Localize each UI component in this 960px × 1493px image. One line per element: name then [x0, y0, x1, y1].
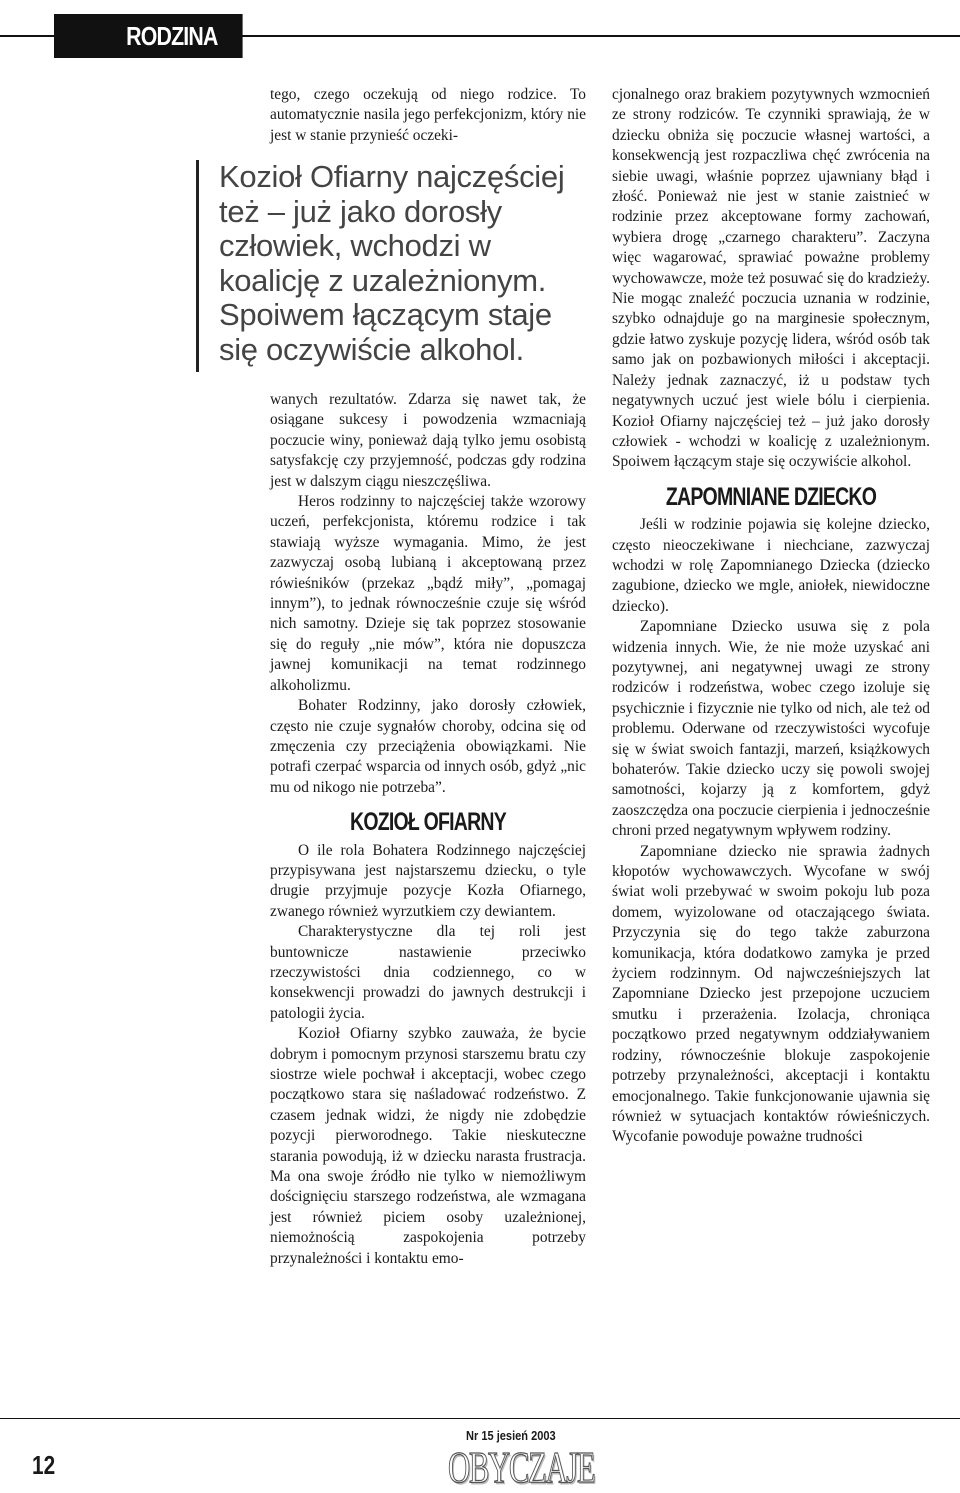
footer-rule: [0, 1418, 960, 1419]
paragraph: wanych rezultatów. Zdarza się nawet tak, że osiągane sukcesy i powodzenia wzmacniają poczucie winy, ponieważ dają tylko jemu osobistą satysfakcję czy przyjemność, podczas gdy rodzina jest w dalszym ciągu nieszczęśliwa.: [270, 391, 586, 490]
paragraph: Kozioł Ofiarny szybko zauważa, że bycie dobrym i pomocnym przynosi starszemu bratu czy siostrze wiele pochwał i akceptacji, wobec czego początkowo stara się naśladować rodzeństwo. Z czasem jednak widzi, że nigdy nie zdobędzie pozycji pierworodnego. Takie nieskuteczne starania powodują, iż w dziecku narasta frustracja. Ma ona swoje źródło nie tylko w niemożliwym doścignięciu starszego rodzeństwa, ale wzmagana jest również piciem osoby uzależnionej, niemożnością zaspokojenia potrzeby przynależności i kontaktu emo-: [270, 1025, 586, 1267]
section-heading: ZAPOMNIANE DZIECKO: [665, 482, 877, 511]
paragraph: tego, czego oczekują od niego rodzice. To automatycznie nasila jego perfekcjonizm, który nie jest w stanie przynieść oczeki-: [270, 86, 586, 144]
article-column-right: [612, 85, 930, 1148]
section-heading: KOZIOŁ OFIARNY: [350, 808, 506, 837]
article-column-middle-top: [270, 85, 586, 146]
paragraph: O ile rola Bohatera Rodzinnego najczęściej przypisywana jest najstarszemu dziecku, o tyle drugie przyjmuje pozycje Kozła Ofiarnego, zwanego również wyrzutkiem czy dewiantem.: [270, 841, 586, 920]
page-number: 12: [32, 1450, 56, 1480]
paragraph: Heros rodzinny to najczęściej także wzorowy uczeń, perfekcjonista, któremu rodzice i tak stawiają wyższe wymagania. Mimo, że jest zazwyczaj osobą lubianą i akceptowaną przez rówieśników (przekaz „bądź miły”, „pomagaj innym”), to jednak równocześnie czuje się wśród nich samotny. Dzieje się tak poprzez stosowanie się do reguły „nie mów”, która nie dopuszcza jawnej komunikacji na temat rodzinnego alkoholizmu.: [270, 493, 586, 694]
paragraph: Zapomniane dziecko nie sprawia żadnych kłopotów wychowawczych. Wycofane w swój świat woli przebywać w swoim pokoju lub poza domem, wyizolowane od otaczającego świata. Przyczynia się do tego także zaburzona komunikacja, która dodatkowo zamyka je przed życiem rodzinnym. Od najwcześniejszych lat Zapomniane Dziecko jest przepojone uczuciem smutku i przerażenia. Izolacja, chroniąca początkowo przed negatywnym oddziaływaniem rodziny, równocześnie blokuje zaspokojenie potrzeby przynależności, akceptacji i kontaktu emocjonalnego. Takie funkcjonowanie ujawnia się również w sytuacjach kontaktów rówieśniczych. Wycofanie powoduje poważne trudności: [612, 842, 930, 1146]
paragraph: Jeśli w rodzinie pojawia się kolejne dziecko, często nieoczekiwane i niechciane, zazwyczaj wchodzi w rolę Zapomnianego Dziecka (dziecko zagubione, dziecko we mgle, aniołek, niewidoczne dziecko).: [612, 516, 930, 615]
article-column-middle: [270, 390, 586, 1269]
paragraph: cjonalnego oraz brakiem pozytywnych wzmocnień ze strony rodziców. Te czynniki sprawiają, że w dziecku obniża się poczucie własnej wartości, a konsekwencją jest rozpaczliwa chęć zwrócenia na siebie uwagi, właśnie poprzez ujawniany błąd i złość. Ponieważ nie jest w stanie zaistnieć w rodzinie przez akceptowane formy zachowań, wybiera drogę „czarnego charakteru”. Zaczyna więc wagarować, sprawiać poważne problemy wychowawcze, może też posuwać się do kradzieży. Nie mogąc znaleźć poczucia uznania w rodzinie, szybko odnajduje go na marginesie społecznym, gdzie łatwo zyskuje pozycję lidera, wśród osób tak samo jak on pozbawionych miłości i akceptacji. Należy jednak zaznaczyć, iż u podstaw tych negatywnych uczuć jest wiele bólu i cierpienia. Kozioł Ofiarny najczęściej też – już jako dorosły człowiek - wchodzi w koalicję z uzależnionym. Spoiwem łączącym staje się oczywiście alkohol.: [612, 86, 930, 471]
issue-label: Nr 15 jesień 2003: [466, 1428, 556, 1443]
magazine-logo: OBYCZAJE: [448, 1443, 595, 1492]
section-label: RODZINA: [54, 14, 243, 58]
pull-quote: Kozioł Ofiarny najczęściej też – już jako dorosły człowiek, wchodzi w koalicję z uzależnionym. Spoiwem łączącym staje się oczywiście alkohol.: [196, 160, 576, 372]
paragraph: Zapomniane Dziecko usuwa się z pola widzenia innych. Wie, że nie może uzyskać ani pozytywnej, ani negatywnej uwagi ze strony rodziców i rodzeństwa, wobec czego izoluje się psychicznie i fizycznie nie tylko od nich, ale też od problemu. Oderwane od rzeczywistości wycofuje się w świat swoich fantazji, marzeń, książkowych bohaterów. Takie dziecko uczy się powoli swojej samotności, kojarzy ją z komfortem, gdyż zaoszczędza ona poczucie cierpienia i jednocześnie chroni przed negatywnym wpływem rodziny.: [612, 618, 930, 840]
paragraph: Charakterystyczne dla tej roli jest buntownicze nastawienie przeciwko rzeczywistości dnia codziennego, co w konsekwencji prowadzi do jawnych destrukcji i patologii życia.: [270, 923, 586, 1022]
paragraph: Bohater Rodzinny, jako dorosły człowiek, często nie czuje sygnałów choroby, odcina się od zmęczenia czy przeciążenia obowiązkami. Nie potrafi czerpać wsparcia od innych osób, gdyż „nic mu od nikogo nie potrzeba”.: [270, 697, 586, 796]
